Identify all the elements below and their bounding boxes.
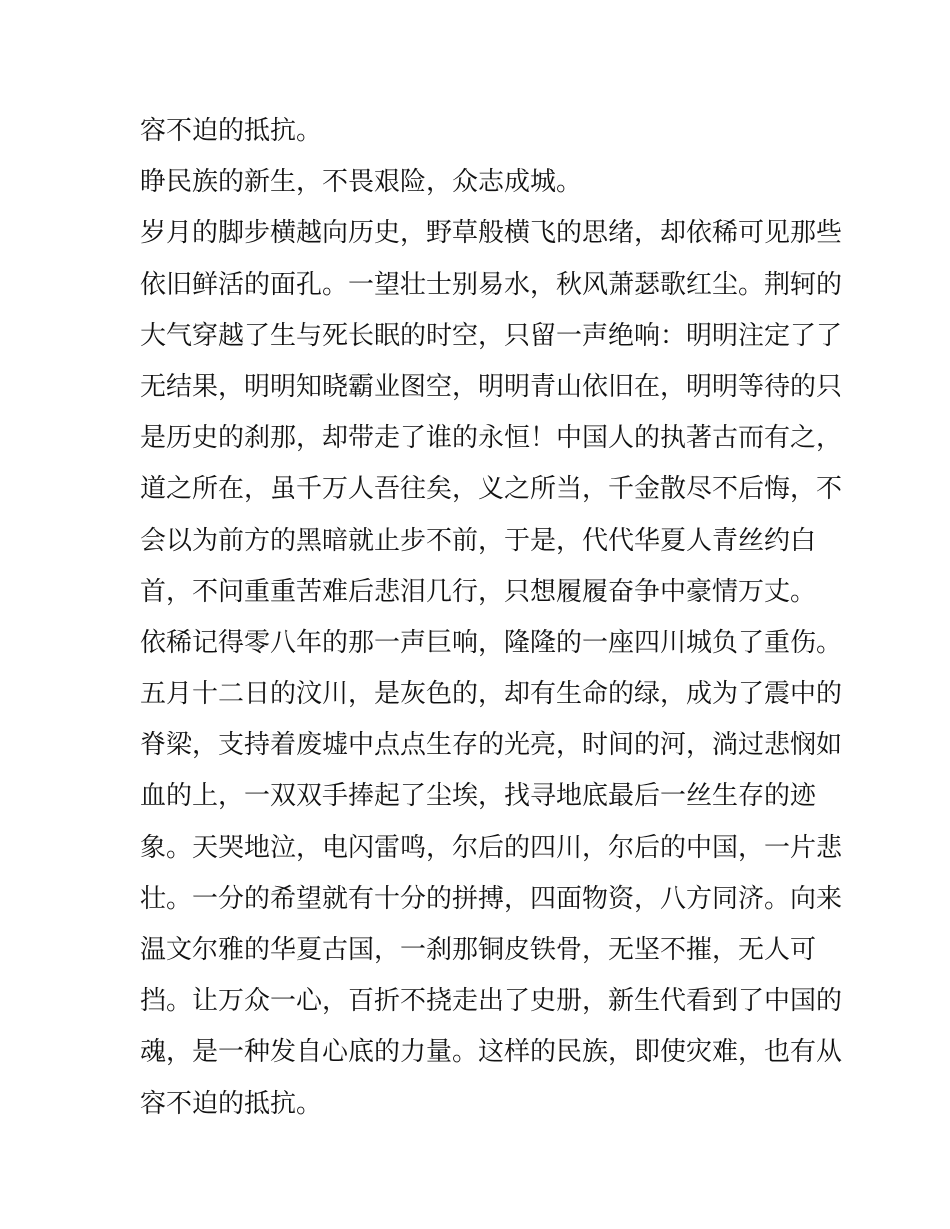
text-line: 会以为前方的黑暗就止步不前，于是，代代华夏人青丝约白 bbox=[140, 525, 817, 556]
text-line: 无结果，明明知晓霸业图空，明明青山依旧在，明明等待的只 bbox=[140, 371, 843, 402]
text-line: 五月十二日的汶川，是灰色的，却有生命的绿，成为了震中的 bbox=[140, 679, 843, 710]
text-line: 温文尔雅的华夏古国，一刹那铜皮铁骨，无坚不摧，无人可 bbox=[140, 935, 817, 965]
text-line: 容不迫的抵抗。 bbox=[140, 116, 323, 146]
text-line: 依旧鲜活的面孔。一望壮士别易水，秋风萧瑟歌红尘。荆轲的 bbox=[140, 269, 843, 300]
text-line: 岁月的脚步横越向历史，野草般横飞的思绪，却依稀可见那些 bbox=[140, 218, 843, 249]
text-line: 首，不问重重苦难后悲泪几行，只想履履奋争中豪情万丈。 bbox=[140, 576, 817, 607]
text-line: 挡。让万众一心，百折不挠走出了史册，新生代看到了中国的 bbox=[140, 986, 843, 1017]
text-line: 象。天哭地泣，电闪雷鸣，尔后的四川，尔后的中国，一片悲 bbox=[140, 832, 843, 863]
text-line: 依稀记得零八年的那一声巨响，隆隆的一座四川城负了重伤。 bbox=[140, 627, 843, 658]
text-line: 道之所在，虽千万人吾往矣，义之所当，千金散尽不后悔，不 bbox=[140, 474, 843, 505]
text-line: 血的上，一双双手捧起了尘埃，找寻地底最后一丝生存的迹 bbox=[140, 781, 817, 812]
text-line: 壮。一分的希望就有十分的拼搏，四面物资，八方同济。向来 bbox=[140, 883, 843, 914]
text-line: 魂，是一种发自心底的力量。这样的民族，即使灾难，也有从 bbox=[140, 1037, 843, 1068]
text-line: 容不迫的抵抗。 bbox=[140, 1088, 323, 1119]
text-line: 是历史的刹那，却带走了谁的永恒！中国人的执著古而有之， bbox=[140, 423, 843, 454]
text-line: 脊梁，支持着废墟中点点生存的光亮，时间的河，淌过悲悯如 bbox=[140, 730, 843, 761]
text-line: 大气穿越了生与死长眠的时空，只留一声绝响：明明注定了了 bbox=[140, 320, 843, 351]
text-line: 睁民族的新生，不畏艰险，众志成城。 bbox=[140, 167, 583, 198]
document-body bbox=[140, 106, 843, 1130]
